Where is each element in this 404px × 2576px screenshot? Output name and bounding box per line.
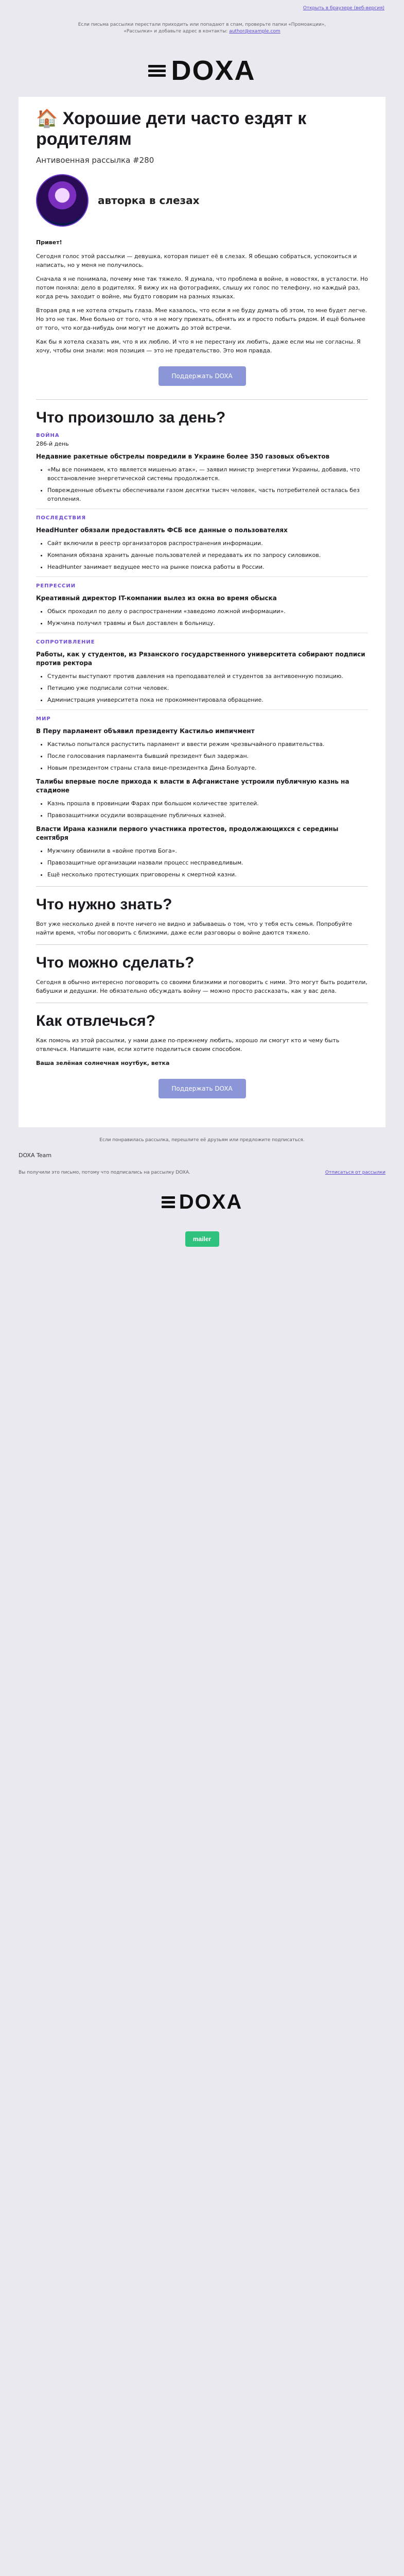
distract-text: Как помочь из этой рассылки, у нами даже по-прежнему любить, хорошо ли смогут кто и чему быть отвлечься. Напишите нам, если хотите поделиться своим способом. (36, 1037, 340, 1053)
logo-lines-icon (148, 65, 166, 77)
repressions-bullet: • Мужчина получил травмы и был доставлен в больницу. (47, 619, 368, 628)
author-name: авторка в слезах (98, 194, 200, 207)
consequences-bullets (36, 539, 368, 571)
world-bullet: • Кастильо попытался распустить парламент и ввести режим чрезвычайного правительства. (47, 740, 368, 749)
war-bullets (36, 465, 368, 503)
world-story-title: В Перу парламент объявил президенту Кастильо импичмент (36, 727, 255, 735)
iran-bullet: • Ещё несколько протестующих приговорены к смертной казни. (47, 870, 368, 879)
war-section-label: ВОЙНА (36, 433, 60, 438)
distract-question: Ваша зелёная солнечная ноутбук, ветка (36, 1060, 170, 1066)
resistance-story-title: Работы, как у студентов, из Рязанского государственного университета собирают подписи против ректора (36, 651, 365, 667)
support-button-top[interactable]: Поддержать DOXA (159, 366, 246, 386)
resistance-bullet: • Администрация университета пока не прокомментировала обращение. (47, 696, 368, 704)
war-day: 286-й день (36, 440, 69, 447)
article-paragraph-4: Как бы я хотела сказать им, что я их люблю. И что я не перестану их любить, даже если мы не согласны. Я хочу, чтобы они знали: моя позиция — это не предательство. Это моя правда. (36, 338, 361, 354)
afghanistan-bullets (36, 799, 368, 820)
article-paragraph-3: Вторая ряд я не хотела открыть глаза. Мне казалось, что если я не буду думать об этом, то мне будет легче. Но это не так. Мне больно от того, что я не могу приехать, обнять их и просто побыть рядом. И ещё больнее от того, что когда-нибудь они могут не дожить до этой встречи. (36, 307, 367, 331)
greeting: Привет! (36, 239, 62, 246)
newsletter-card (19, 97, 385, 1127)
support-button-bottom[interactable]: Поддержать DOXA (159, 1079, 246, 1098)
footer-logo (19, 1191, 385, 1214)
section-divider (36, 886, 368, 887)
author-block (36, 174, 368, 227)
mailer-badge[interactable]: mailer (185, 1231, 219, 1247)
consequences-story-title: HeadHunter обязали предоставлять ФСБ все данные о пользователях (36, 527, 288, 534)
brand-logo (0, 35, 404, 97)
footer (19, 1138, 385, 1247)
iran-bullet: • Правозащитные организации назвали процесс несправедливым. (47, 858, 368, 867)
repressions-bullet: • Обыск проходил по делу о распространении «заведомо ложной информации». (47, 607, 368, 616)
contact-email-link[interactable]: author@example.com (229, 29, 280, 34)
repressions-section-label: РЕПРЕССИИ (36, 583, 76, 589)
resistance-section-label: СОПРОТИВЛЕНИЕ (36, 639, 95, 645)
world-bullets (36, 740, 368, 772)
need-to-know-heading: Что нужно знать? (36, 896, 172, 913)
what-to-do-text: Сегодня в обычно интересно поговорить со своими близкими и поговорить с ними. Это могут быть родители, бабушки и дедушки. Не обязательно обсуждать войну — можно просто рассказать, как у вас дела. (36, 979, 367, 994)
consequences-bullet: • Сайт включили в реестр организаторов распространения информации. (47, 539, 368, 548)
consequences-bullet: • Компания обязана хранить данные пользователей и передавать их по запросу силовиков. (47, 551, 368, 560)
distract-heading: Как отвлечься? (36, 1012, 156, 1029)
footer-wordmark: DOXA (179, 1191, 243, 1213)
resistance-bullet: • Студенты выступают против давления на преподавателей и студентов за антивоенную позицию. (47, 672, 368, 681)
repressions-story-title: Креативный директор IT-компании вылез из окна во время обыска (36, 595, 277, 602)
world-bullet: • После голосования парламента бывший президент был задержан. (47, 752, 368, 760)
author-avatar (36, 174, 89, 227)
web-version-link[interactable]: Открыть в браузере (веб-версия) (303, 6, 384, 11)
article-paragraph-2: Сначала я не понимала, почему мне так тяжело. Я думала, что проблема в войне, в новостях, в усталости. Но потом поняла: дело в родителях. Я вижу их на фотографиях, слышу их голос по телефону, но каждый раз, когда речь заходит о войне, мы будто говорим на разных языках. (36, 276, 368, 300)
section-divider (36, 399, 368, 400)
article-title: 🏠 Хорошие дети часто ездят к родителям (36, 109, 307, 149)
afghanistan-bullet: • Казнь прошла в провинции Фарах при большом количестве зрителей. (47, 799, 368, 808)
world-bullet: • Новым президентом страны стала вице-президентка Дина Болуарте. (47, 764, 368, 772)
iran-bullets (36, 846, 368, 879)
world-section-label: МИР (36, 716, 51, 722)
afghanistan-story-title: Талибы впервые после прихода к власти в Афганистане устроили публичную казнь на стадионе (36, 778, 349, 794)
war-story-title: Недавние ракетные обстрелы повредили в Украине более 350 газовых объектов (36, 453, 330, 460)
logo-lines-icon (162, 1196, 175, 1208)
consequences-section-label: ПОСЛЕДСТВИЯ (36, 515, 86, 521)
preheader (0, 0, 404, 16)
news-heading: Что произошло за день? (36, 409, 226, 426)
article-paragraph-1: Сегодня голос этой рассылки — девушка, которая пишет её в слезах. Я обещаю собраться, успокоиться и написать, но у меня не получилось. (36, 253, 357, 268)
need-to-know-text: Вот уже несколько дней в почте ничего не видно и забываешь о том, что у тебя есть семья. Попробуйте найти время, чтобы поговорить с близкими, даже если разговоры о войне даются тяжело. (36, 921, 353, 936)
top-note-line1: Если письма рассылки перестали приходить или попадают в спам, проверьте папки «Промоакции», (78, 22, 326, 27)
resistance-bullet: • Петицию уже подписали сотни человек. (47, 684, 368, 692)
forward-note: Если понравилась рассылка, перешлите её друзьям или предложите подписаться. (99, 1138, 305, 1143)
war-bullet: • Поврежденные объекты обеспечивали газом десятки тысяч человек, часть потребителей осталась без отопления. (47, 486, 368, 503)
team-signature: DOXA Team (19, 1152, 52, 1159)
consequences-bullet: • HeadHunter занимает ведущее место на рынке поиска работы в России. (47, 563, 368, 571)
top-note (0, 16, 404, 35)
afghanistan-bullet: • Правозащитники осудили возвращение публичных казней. (47, 811, 368, 820)
mailer-badge-wrap (19, 1231, 385, 1247)
what-to-do-heading: Что можно сделать? (36, 954, 195, 971)
top-note-line2: «Рассылки» и добавьте адрес в контакты: (124, 29, 228, 34)
resistance-bullets (36, 672, 368, 704)
repressions-bullets (36, 607, 368, 628)
section-divider (36, 944, 368, 945)
war-bullet: • «Мы все понимаем, кто является мишенью атак», — заявил министр энергетики Украины, добавив, что восстановление энергетической системы продолжается. (47, 465, 368, 483)
subscription-note: Вы получили это письмо, потому что подписались на рассылку DOXA. (19, 1170, 190, 1175)
issue-label: Антивоенная рассылка #280 (36, 156, 154, 165)
brand-wordmark: DOXA (171, 55, 256, 86)
iran-story-title: Власти Ирана казнили первого участника протестов, продолжающихся с середины сентября (36, 825, 339, 841)
iran-bullet: • Мужчину обвинили в «войне против Бога». (47, 846, 368, 855)
unsubscribe-link[interactable]: Отписаться от рассылки (325, 1170, 385, 1175)
